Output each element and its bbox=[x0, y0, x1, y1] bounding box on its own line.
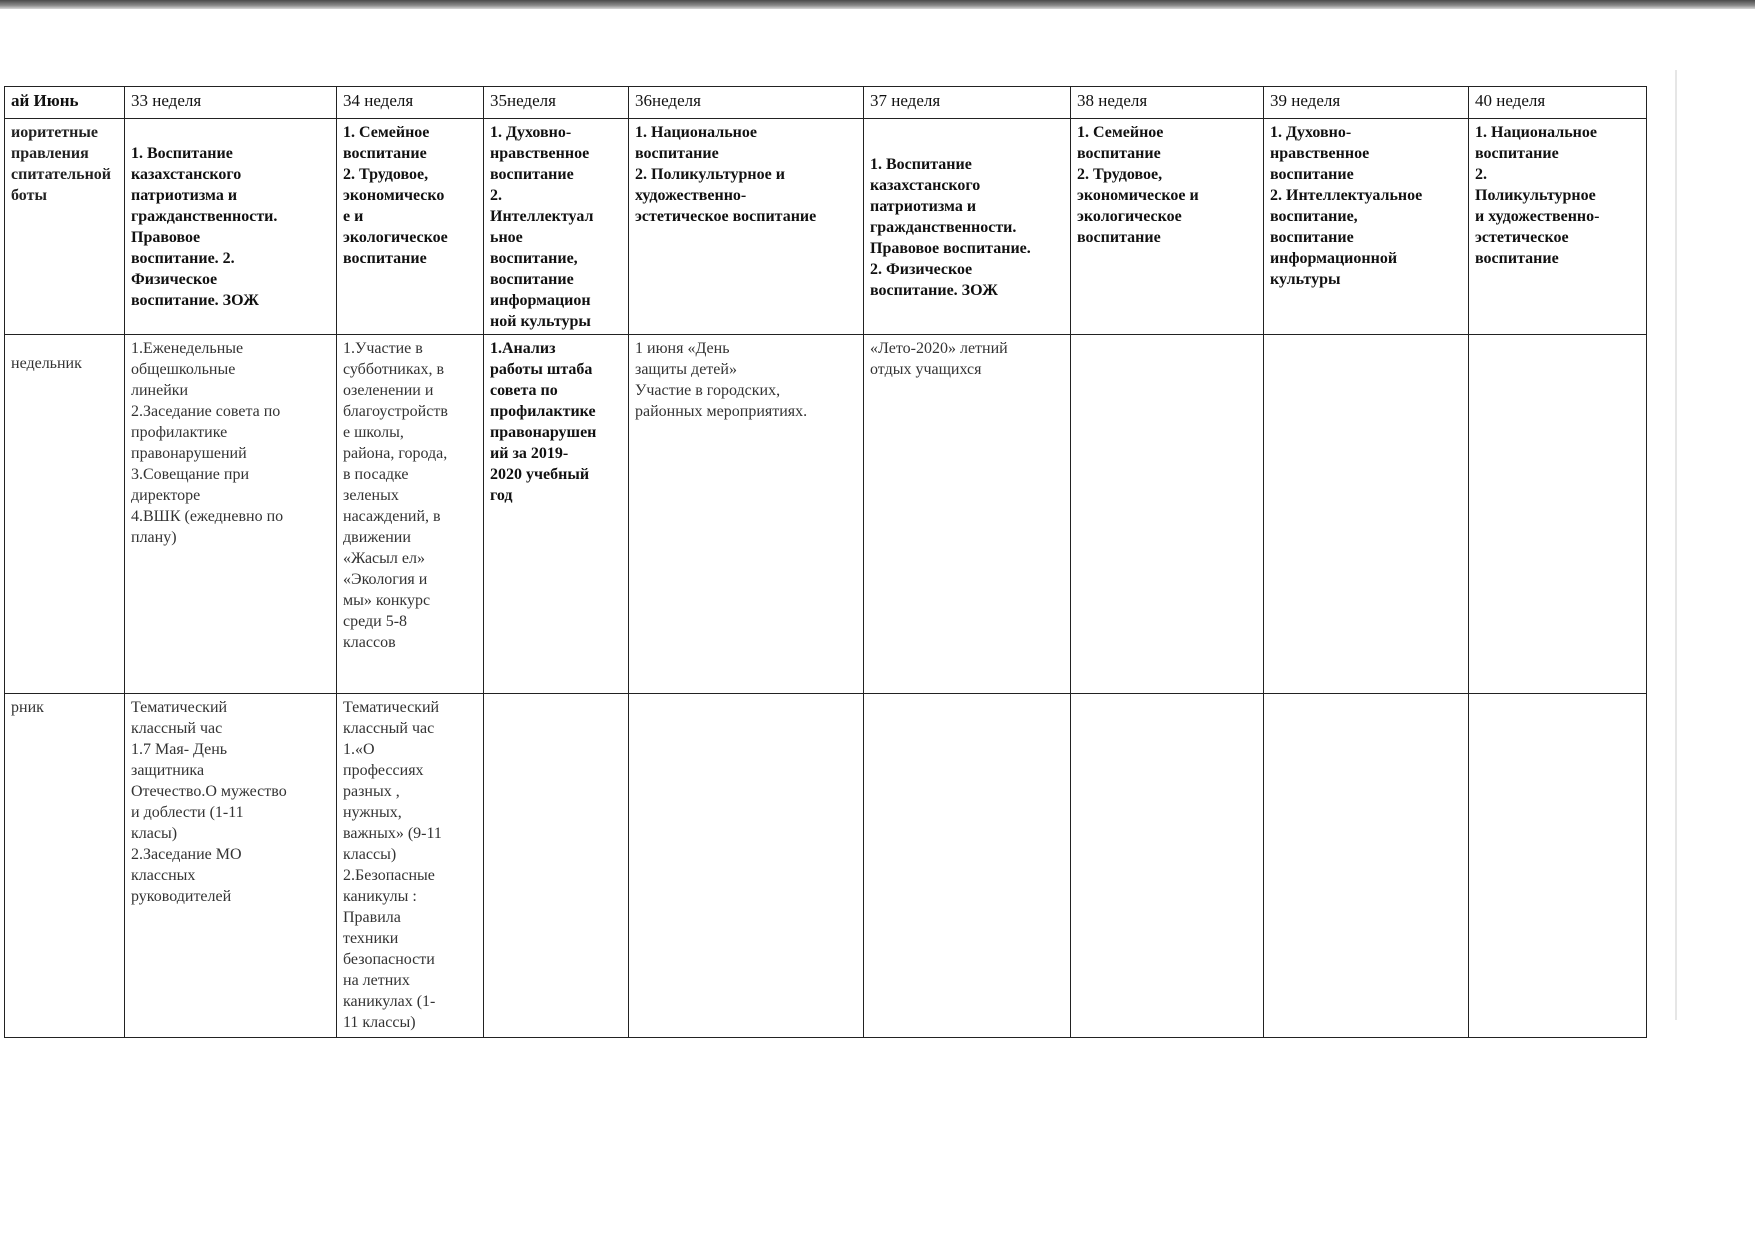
monday-week-33: 1.Еженедельные общешкольные линейки 2.Заседание совета по профилактике правонарушений 3.Совещание при директоре 4.ВШК (ежедневно по плану) bbox=[125, 335, 337, 694]
header-first-cell: ай Июнь bbox=[5, 87, 125, 119]
monday-row bbox=[5, 335, 1647, 694]
monday-row-label: недельник bbox=[5, 335, 125, 694]
tuesday-week-34: Тематический классный час 1.«О профессиях разных , нужных, важных» (9-11 классы) 2.Безопасные каникулы : Правила техники безопасности на летних каникулах (1- 11 классы) bbox=[337, 694, 484, 1038]
scan-top-edge bbox=[0, 0, 1755, 9]
header-week-37: 37 неделя bbox=[864, 87, 1071, 119]
priorities-week-38: 1. Семейное воспитание 2. Трудовое, экономическое и экологическое воспитание bbox=[1071, 119, 1264, 335]
tuesday-week-40 bbox=[1469, 694, 1647, 1038]
header-week-35: 35неделя bbox=[484, 87, 629, 119]
header-week-40: 40 неделя bbox=[1469, 87, 1647, 119]
monday-week-40 bbox=[1469, 335, 1647, 694]
monday-week-35: 1.Анализ работы штаба совета по профилактике правонарушен ий за 2019- 2020 учебный год bbox=[484, 335, 629, 694]
monday-week-34: 1.Участие в субботниках, в озеленении и благоустройств е школы, района, города, в посадке зеленых насаждений, в движении «Жасыл ел» «Экология и мы» конкурс среди 5-8 классов bbox=[337, 335, 484, 694]
priorities-week-36: 1. Национальное воспитание 2. Поликультурное и художественно- эстетическое воспитание bbox=[629, 119, 864, 335]
priorities-week-34: 1. Семейное воспитание 2. Трудовое, экономическо е и экологическое воспитание bbox=[337, 119, 484, 335]
header-week-33: 33 неделя bbox=[125, 87, 337, 119]
header-row bbox=[5, 87, 1647, 119]
header-week-39: 39 неделя bbox=[1264, 87, 1469, 119]
tuesday-week-33: Тематический классный час 1.7 Мая- День защитника Отечество.О мужество и доблести (1-11 класы) 2.Заседание МО классных руководителей bbox=[125, 694, 337, 1038]
priorities-week-37: 1. Воспитание казахстанского патриотизма и гражданственности. Правовое воспитание. 2. Физическое воспитание. ЗОЖ bbox=[864, 119, 1071, 335]
weekly-plan-table bbox=[4, 86, 1647, 1038]
priorities-row-label: иоритетные правления спитательной боты bbox=[5, 119, 125, 335]
priorities-week-35: 1. Духовно- нравственное воспитание 2. Интеллектуал ьное воспитание, воспитание информацион ной культуры bbox=[484, 119, 629, 335]
tuesday-week-37 bbox=[864, 694, 1071, 1038]
monday-week-37: «Лето-2020» летний отдых учащихся bbox=[864, 335, 1071, 694]
priorities-week-39: 1. Духовно- нравственное воспитание 2. Интеллектуальное воспитание, воспитание информационной культуры bbox=[1264, 119, 1469, 335]
monday-week-38 bbox=[1071, 335, 1264, 694]
tuesday-week-39 bbox=[1264, 694, 1469, 1038]
scan-right-edge bbox=[1675, 70, 1677, 1020]
priorities-row bbox=[5, 119, 1647, 335]
priorities-week-40: 1. Национальное воспитание 2. Поликультурное и художественно- эстетическое воспитание bbox=[1469, 119, 1647, 335]
header-week-34: 34 неделя bbox=[337, 87, 484, 119]
tuesday-week-36 bbox=[629, 694, 864, 1038]
tuesday-week-35 bbox=[484, 694, 629, 1038]
tuesday-week-38 bbox=[1071, 694, 1264, 1038]
tuesday-row-label: рник bbox=[5, 694, 125, 1038]
tuesday-row bbox=[5, 694, 1647, 1038]
header-week-38: 38 неделя bbox=[1071, 87, 1264, 119]
monday-week-39 bbox=[1264, 335, 1469, 694]
header-week-36: 36неделя bbox=[629, 87, 864, 119]
monday-week-36: 1 июня «День защиты детей» Участие в городских, районных мероприятиях. bbox=[629, 335, 864, 694]
priorities-week-33: 1. Воспитание казахстанского патриотизма и гражданственности. Правовое воспитание. 2. Физическое воспитание. ЗОЖ bbox=[125, 119, 337, 335]
